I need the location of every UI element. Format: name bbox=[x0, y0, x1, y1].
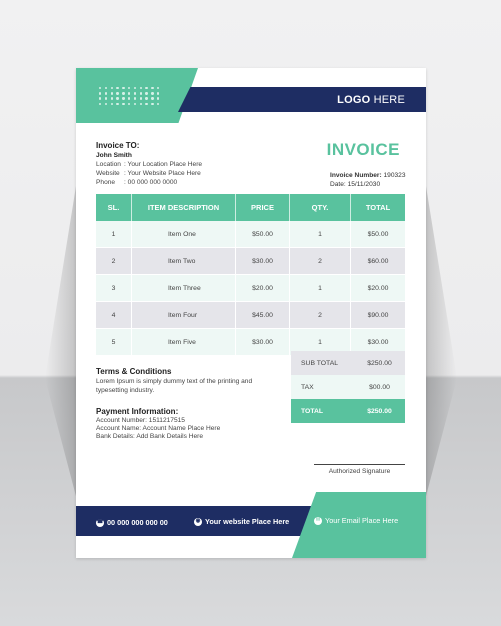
subtotal-value: $250.00 bbox=[367, 359, 392, 367]
header-description: ITEM DESCRIPTION bbox=[132, 194, 236, 221]
payment-section bbox=[96, 408, 276, 441]
dot bbox=[122, 103, 124, 105]
dot bbox=[145, 87, 147, 89]
cell-description: Item Two bbox=[132, 248, 236, 274]
invoice-page bbox=[76, 68, 426, 558]
cell-price: $30.00 bbox=[236, 248, 290, 274]
dot bbox=[145, 103, 147, 105]
footer-website-text: Your website Place Here bbox=[205, 517, 290, 526]
bill-to-title: Invoice TO: bbox=[96, 141, 140, 150]
dot bbox=[145, 97, 147, 99]
subtotal-label: SUB TOTAL bbox=[301, 359, 339, 367]
globe-icon: ◉ bbox=[195, 517, 201, 524]
dot bbox=[134, 87, 136, 89]
bill-to-value: : Your Website Place Here bbox=[124, 170, 201, 177]
dot bbox=[128, 92, 130, 94]
dot bbox=[99, 92, 101, 94]
dot bbox=[151, 92, 153, 94]
dot bbox=[134, 103, 136, 105]
header-green-band bbox=[76, 68, 198, 123]
logo-thin: HERE bbox=[370, 94, 405, 106]
grand-total-row bbox=[291, 399, 405, 423]
dot bbox=[111, 92, 113, 94]
cell-sl: 4 bbox=[96, 302, 132, 328]
footer-green-band bbox=[292, 492, 426, 558]
bill-to-name: John Smith bbox=[96, 152, 132, 159]
cell-sl: 2 bbox=[96, 248, 132, 274]
table-row bbox=[96, 248, 405, 275]
invoice-date bbox=[330, 180, 406, 189]
header-price: PRICE bbox=[236, 194, 290, 221]
cell-price: $30.00 bbox=[236, 329, 290, 355]
header-sl: SL. bbox=[96, 194, 132, 221]
dot bbox=[140, 97, 142, 99]
tax-row bbox=[291, 375, 405, 399]
grand-total-value: $250.00 bbox=[367, 407, 392, 415]
dot bbox=[151, 97, 153, 99]
footer-email bbox=[314, 516, 398, 525]
dot bbox=[128, 103, 130, 105]
dot bbox=[134, 97, 136, 99]
invoice-date-label: Date: bbox=[330, 181, 348, 188]
cell-sl: 1 bbox=[96, 221, 132, 247]
dot bbox=[140, 87, 142, 89]
tax-value: $00.00 bbox=[369, 383, 390, 391]
bill-to-value: : Your Location Place Here bbox=[124, 161, 203, 168]
tax-label: TAX bbox=[301, 383, 314, 391]
bill-to-row bbox=[96, 160, 202, 169]
table-row bbox=[96, 221, 405, 248]
cell-description: Item Three bbox=[132, 275, 236, 301]
totals-block bbox=[291, 351, 405, 423]
dot bbox=[157, 103, 159, 105]
cell-sl: 5 bbox=[96, 329, 132, 355]
mail-icon: ✉ bbox=[315, 516, 321, 523]
cell-price: $50.00 bbox=[236, 221, 290, 247]
cell-qty: 1 bbox=[290, 221, 351, 247]
terms-section bbox=[96, 367, 276, 395]
invoice-title: INVOICE bbox=[326, 140, 400, 159]
dot bbox=[99, 103, 101, 105]
invoice-number-label: Invoice Number: bbox=[330, 172, 384, 179]
payment-title: Payment Information: bbox=[96, 407, 179, 416]
cell-qty: 1 bbox=[290, 329, 351, 355]
dot bbox=[157, 97, 159, 99]
dot bbox=[122, 97, 124, 99]
invoice-number bbox=[330, 171, 406, 180]
items-table bbox=[96, 194, 405, 356]
cell-description: Item One bbox=[132, 221, 236, 247]
footer-phone bbox=[96, 518, 168, 527]
dot bbox=[116, 97, 118, 99]
page-shadow-left bbox=[45, 180, 77, 500]
bill-to-row bbox=[96, 178, 202, 187]
cell-total: $30.00 bbox=[367, 338, 389, 346]
cell-description: Item Five bbox=[132, 329, 236, 355]
dot bbox=[105, 92, 107, 94]
dot bbox=[111, 103, 113, 105]
signature-line bbox=[314, 464, 405, 465]
cell-price: $20.00 bbox=[236, 275, 290, 301]
bill-to-value: : 00 000 000 0000 bbox=[124, 179, 178, 186]
dot bbox=[140, 103, 142, 105]
dot bbox=[128, 87, 130, 89]
dot bbox=[116, 87, 118, 89]
dot bbox=[151, 87, 153, 89]
cell-description: Item Four bbox=[132, 302, 236, 328]
dot bbox=[122, 87, 124, 89]
invoice-date-value: 15/11/2030 bbox=[347, 181, 381, 188]
cell-total: $20.00 bbox=[367, 284, 389, 292]
dot bbox=[99, 87, 101, 89]
dot-pattern bbox=[99, 87, 163, 107]
dot bbox=[116, 103, 118, 105]
header-qty: QTY. bbox=[290, 194, 351, 221]
payment-line: Bank Details: Add Bank Details Here bbox=[96, 433, 204, 440]
dot bbox=[122, 92, 124, 94]
cell-total: $60.00 bbox=[367, 257, 389, 265]
dot bbox=[151, 103, 153, 105]
payment-line: Account Name: Account Name Place Here bbox=[96, 425, 221, 432]
phone-icon: ☎ bbox=[96, 518, 104, 525]
subtotal-row bbox=[291, 351, 405, 375]
footer-email-text: Your Email Place Here bbox=[325, 516, 399, 525]
dot bbox=[111, 97, 113, 99]
cell-qty: 1 bbox=[290, 275, 351, 301]
cell-qty: 2 bbox=[290, 248, 351, 274]
dot bbox=[99, 97, 101, 99]
logo bbox=[337, 94, 405, 106]
page-shadow-right bbox=[425, 180, 457, 500]
terms-title: Terms & Conditions bbox=[96, 367, 172, 376]
dot bbox=[105, 87, 107, 89]
bill-to-key: Phone bbox=[96, 179, 116, 186]
cell-qty: 2 bbox=[290, 302, 351, 328]
bill-to-key: Location bbox=[96, 161, 121, 168]
signature-label: Authorized Signature bbox=[328, 468, 391, 475]
header-total: TOTAL bbox=[365, 203, 391, 212]
grand-total-label: TOTAL bbox=[301, 407, 324, 415]
logo-bold: LOGO bbox=[337, 94, 371, 106]
dot bbox=[116, 92, 118, 94]
table-row bbox=[96, 302, 405, 329]
table-header bbox=[96, 194, 405, 221]
terms-text: Lorem Ipsum is simply dummy text of the printing and typesetting industry. bbox=[96, 378, 253, 394]
dot bbox=[128, 97, 130, 99]
dot bbox=[105, 103, 107, 105]
bill-to bbox=[96, 141, 202, 187]
table-row bbox=[96, 275, 405, 302]
invoice-number-value: 190323 bbox=[383, 172, 406, 179]
cell-total: $50.00 bbox=[367, 230, 389, 238]
invoice-meta bbox=[330, 171, 406, 189]
footer-phone-text: 00 000 000 000 00 bbox=[107, 518, 168, 527]
dot bbox=[157, 92, 159, 94]
dot bbox=[140, 92, 142, 94]
bill-to-row bbox=[96, 169, 202, 178]
bill-to-key: Website bbox=[96, 170, 120, 177]
cell-price: $45.00 bbox=[236, 302, 290, 328]
dot bbox=[111, 87, 113, 89]
cell-sl: 3 bbox=[96, 275, 132, 301]
payment-line: Account Number: 1511217515 bbox=[96, 417, 185, 424]
dot bbox=[157, 87, 159, 89]
dot bbox=[134, 92, 136, 94]
cell-total: $90.00 bbox=[367, 311, 389, 319]
dot bbox=[145, 92, 147, 94]
dot bbox=[105, 97, 107, 99]
footer-website bbox=[194, 517, 289, 526]
